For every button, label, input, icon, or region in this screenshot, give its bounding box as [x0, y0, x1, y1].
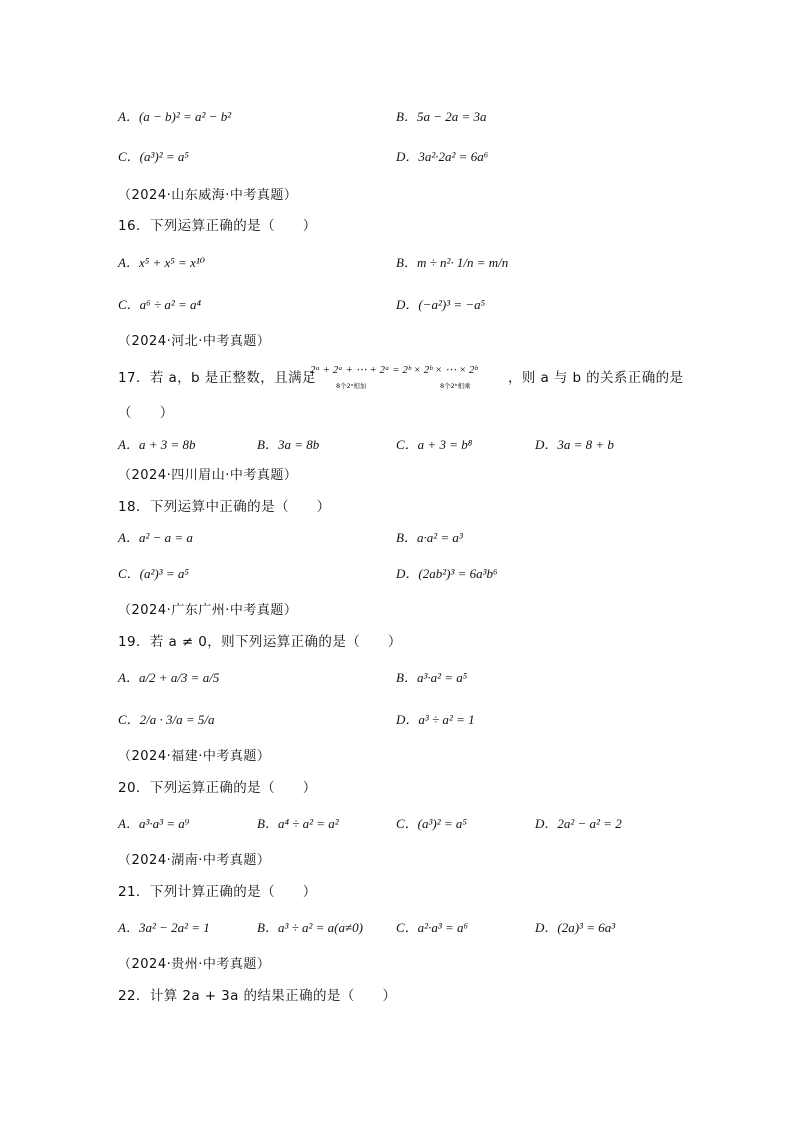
q16-option-c: C．a⁶ ÷ a² = a⁴	[118, 297, 202, 312]
q17-stem-after: ，则 a 与 b 的关系正确的是	[508, 370, 684, 386]
q17-option-b: B．3a = 8b	[257, 437, 320, 452]
q21-option-c: C．a²·a³ = a⁶	[396, 920, 469, 935]
q17-brace-right-label: 8个2ᵇ相乘	[440, 382, 471, 390]
q20-option-a: A．a³·a³ = a⁹	[118, 816, 190, 831]
q15-option-d: D．3a²·2a² = 6a⁶	[396, 149, 489, 164]
q17-paren: （ ）	[118, 405, 174, 421]
q20-option-d: D．2a² − a² = 2	[535, 816, 622, 831]
q18-option-b: B．a·a² = a³	[396, 530, 463, 545]
q20-stem: 20．下列运算正确的是（ ）	[118, 780, 317, 796]
q21-source: （2024·湖南·中考真题）	[118, 853, 271, 868]
q21-option-b: B．a³ ÷ a² = a(a≠0)	[257, 920, 363, 935]
q19-option-d: D．a³ ÷ a² = 1	[396, 712, 475, 727]
q16-option-d: D．(−a²)³ = −a⁵	[396, 297, 486, 312]
q17-option-c: C．a + 3 = b⁸	[396, 437, 473, 452]
q17-stem-before: 17．若 a，b 是正整数，且满足	[118, 370, 316, 386]
q22-source: （2024·贵州·中考真题）	[118, 957, 271, 972]
q19-option-c: C．2/a · 3/a = 5/a	[118, 712, 215, 727]
q17-source: （2024·河北·中考真题）	[118, 334, 271, 349]
q17-option-d: D．3a = 8 + b	[535, 437, 614, 452]
q21-option-a: A．3a² − 2a² = 1	[118, 920, 210, 935]
q17-option-a: A．a + 3 = 8b	[118, 437, 196, 452]
q21-option-d: D．(2a)³ = 6a³	[535, 920, 616, 935]
q17-brace-left-label: 8个2ᵃ相加	[336, 382, 367, 390]
q22-stem: 22．计算 2a + 3a 的结果正确的是（ ）	[118, 988, 397, 1004]
q15-option-a: A．(a − b)² = a² − b²	[118, 109, 232, 124]
q17-equation	[310, 364, 506, 390]
q19-option-b: B．a³·a² = a⁵	[396, 670, 468, 685]
q18-source: （2024·四川眉山·中考真题）	[118, 468, 298, 483]
q19-option-a: A．a/2 + a/3 = a/5	[118, 670, 220, 685]
q18-option-c: C．(a²)³ = a⁵	[118, 566, 189, 581]
q20-source: （2024·福建·中考真题）	[118, 749, 271, 764]
q15-option-c: C．(a³)² = a⁵	[118, 149, 189, 164]
q16-source: （2024·山东威海·中考真题）	[118, 188, 298, 203]
q20-option-b: B．a⁴ ÷ a² = a²	[257, 816, 339, 831]
q20-option-c: C．(a³)² = a⁵	[396, 816, 467, 831]
q16-option-a: A．x⁵ + x⁵ = x¹⁰	[118, 255, 205, 270]
q19-stem: 19．若 a ≠ 0，则下列运算正确的是（ ）	[118, 634, 402, 650]
q19-source: （2024·广东广州·中考真题）	[118, 603, 298, 618]
q18-option-d: D．(2ab²)³ = 6a³b⁶	[396, 566, 498, 581]
q15-option-b: B．5a − 2a = 3a	[396, 109, 487, 124]
q16-stem: 16．下列运算正确的是（ ）	[118, 218, 317, 234]
q16-option-b: B．m ÷ n²· 1/n = m/n	[396, 255, 509, 270]
q17-equation-text: 2ᵃ + 2ᵃ + ⋯ + 2ᵃ = 2ᵇ × 2ᵇ × ⋯ × 2ᵇ	[310, 364, 478, 376]
q21-stem: 21．下列计算正确的是（ ）	[118, 884, 317, 900]
q18-option-a: A．a² − a = a	[118, 530, 193, 545]
q18-stem: 18．下列运算中正确的是（ ）	[118, 499, 331, 515]
